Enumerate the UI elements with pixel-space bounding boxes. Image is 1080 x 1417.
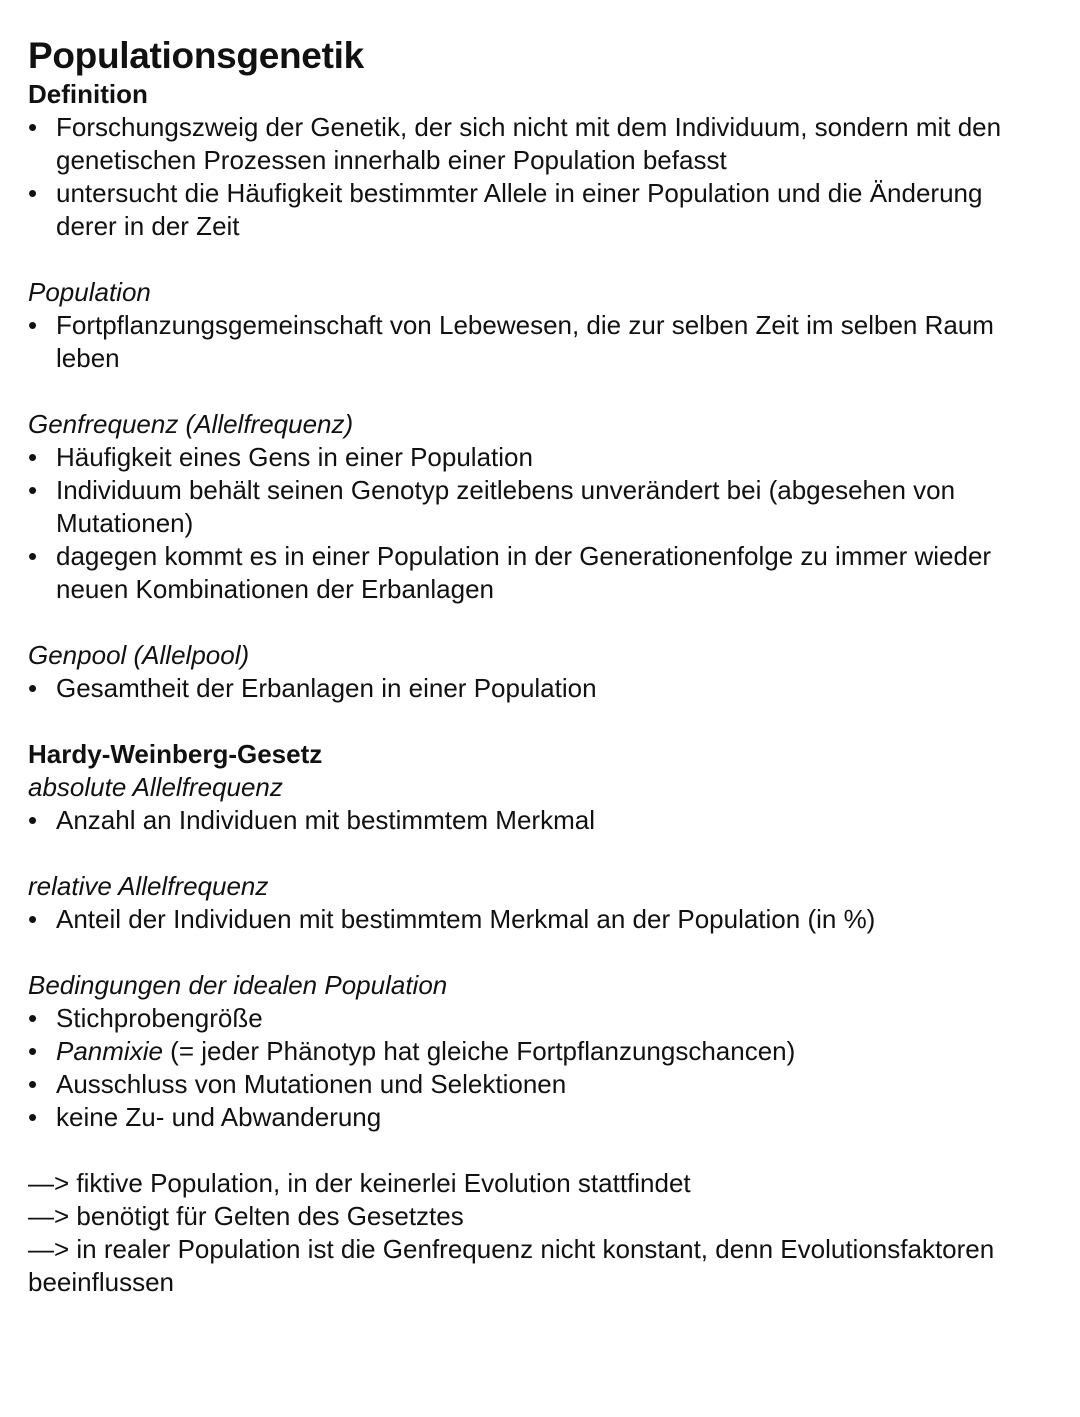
conclusion-line: —> fiktive Population, in der keinerlei Evolution stattfindet [28, 1168, 691, 1198]
list-item: • Stichprobengröße [28, 1002, 1040, 1035]
list-item: • Anzahl an Individuen mit bestimmtem Merkmal [28, 804, 1040, 837]
heading-genfrequenz: Genfrequenz (Allelfrequenz) [28, 409, 354, 439]
list-item [28, 1035, 1040, 1068]
panmixie-definition: (= jeder Phänotyp hat gleiche Fortpflanzungschancen) [162, 1036, 796, 1066]
section-genfrequenz [28, 408, 1040, 606]
absolute-list [28, 804, 1040, 837]
list-item: • Gesamtheit der Erbanlagen in einer Population [28, 672, 1040, 705]
heading-absolute: absolute Allelfrequenz [28, 772, 283, 802]
genpool-list [28, 672, 1040, 705]
list-item: • Ausschluss von Mutationen und Selektionen [28, 1068, 1040, 1101]
list-item: • dagegen kommt es in einer Population in der Generationenfolge zu immer wieder neuen Kombinationen der Erbanlagen [28, 540, 1040, 606]
conclusion-line: —> in realer Population ist die Genfrequenz nicht konstant, denn Evolutionsfaktoren beeinflussen [28, 1234, 995, 1297]
conclusion-line: —> benötigt für Gelten des Gesetztes [28, 1201, 464, 1231]
population-list [28, 309, 1040, 375]
heading-population: Population [28, 277, 151, 307]
list-item: • Forschungszweig der Genetik, der sich nicht mit dem Individuum, sondern mit den genetischen Prozessen innerhalb einer Population befasst [28, 111, 1040, 177]
heading-genpool: Genpool (Allelpool) [28, 640, 250, 670]
heading-bedingungen: Bedingungen der idealen Population [28, 970, 448, 1000]
section-relative [28, 870, 1040, 936]
section-genpool [28, 639, 1040, 705]
relative-list [28, 903, 1040, 936]
heading-relative: relative Allelfrequenz [28, 871, 269, 901]
page-title: Populationsgenetik [28, 35, 364, 76]
section-population [28, 276, 1040, 375]
list-item: • Anteil der Individuen mit bestimmtem Merkmal an der Population (in %) [28, 903, 1040, 936]
heading-hardy-weinberg: Hardy-Weinberg-Gesetz [28, 739, 323, 769]
genfrequenz-list [28, 441, 1040, 606]
section-conclusions [28, 1167, 1040, 1299]
list-item: • keine Zu- und Abwanderung [28, 1101, 1040, 1134]
section-definition [28, 78, 1040, 243]
panmixie-term: Panmixie [56, 1036, 163, 1066]
bedingungen-list [28, 1002, 1040, 1134]
list-item: • Individuum behält seinen Genotyp zeitlebens unverändert bei (abgesehen von Mutationen) [28, 474, 1040, 540]
heading-definition: Definition [28, 79, 148, 109]
list-item: • untersucht die Häufigkeit bestimmter Allele in einer Population und die Änderung derer in der Zeit [28, 177, 1040, 243]
list-item: • Fortpflanzungsgemeinschaft von Lebewesen, die zur selben Zeit im selben Raum leben [28, 309, 1040, 375]
definition-list [28, 111, 1040, 243]
list-item: • Häufigkeit eines Gens in einer Population [28, 441, 1040, 474]
section-hardy-weinberg [28, 738, 1040, 837]
section-bedingungen [28, 969, 1040, 1134]
